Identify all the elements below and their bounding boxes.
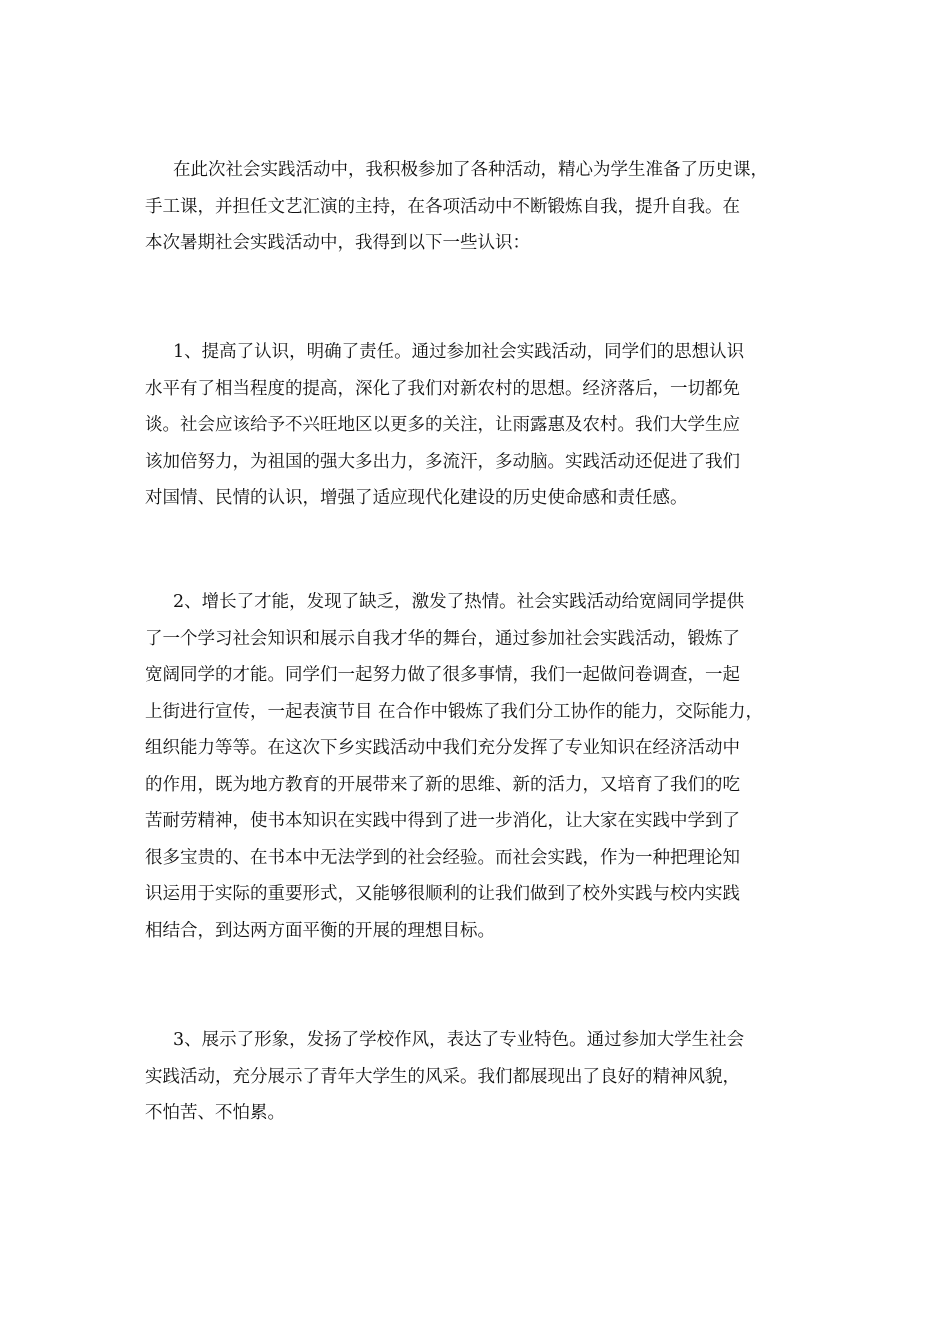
text-line: 水平有了相当程度的提高，深化了我们对新农村的思想。经济落后，一切都免 <box>145 378 740 399</box>
paragraph-point-1 <box>145 334 845 517</box>
paragraph-point-2 <box>145 584 845 949</box>
text-line: 手工课，并担任文艺汇演的主持，在各项活动中不断锻炼自我，提升自我。在 <box>145 196 740 217</box>
text-line: 的作用，既为地方教育的开展带来了新的思维、新的活力，又培育了我们的吃 <box>145 774 740 795</box>
text-line: 该加倍努力，为祖国的强大多出力，多流汗，多动脑。实践活动还促进了我们 <box>145 451 740 472</box>
text-line: 相结合，到达两方面平衡的开展的理想目标。 <box>145 920 495 941</box>
text-line: 识运用于实际的重要形式，又能够很顺利的让我们做到了校外实践与校内实践 <box>145 884 740 904</box>
text-line: 宽阔同学的才能。同学们一起努力做了很多事情，我们一起做问卷调查，一起 <box>145 665 740 685</box>
text-line: 1、提高了认识，明确了责任。通过参加社会实践活动，同学们的思想认识 <box>173 342 745 362</box>
text-line: 不怕苦、不怕累。 <box>145 1103 285 1123</box>
text-line: 在此次社会实践活动中，我积极参加了各种活动，精心为学生准备了历史课， <box>173 160 768 180</box>
text-line: 谈。社会应该给予不兴旺地区以更多的关注，让雨露惠及农村。我们大学生应 <box>145 415 740 435</box>
text-line: 实践活动，充分展示了青年大学生的风采。我们都展现出了良好的精神风貌， <box>145 1066 740 1087</box>
text-line: 本次暑期社会实践活动中，我得到以下一些认识： <box>145 233 530 253</box>
text-line: 了一个学习社会知识和展示自我才华的舞台，通过参加社会实践活动，锻炼了 <box>145 628 740 649</box>
paragraph-intro <box>145 152 845 262</box>
text-line: 组织能力等等。在这次下乡实践活动中我们充分发挥了专业知识在经济活动中 <box>145 738 740 758</box>
paragraph-point-3 <box>145 1022 845 1132</box>
text-line: 苦耐劳精神，使书本知识在实践中得到了进一步消化，让大家在实践中学到了 <box>145 811 740 831</box>
text-line: 3、展示了形象，发扬了学校作风，表达了专业特色。通过参加大学生社会 <box>173 1030 745 1050</box>
text-line: 对国情、民情的认识，增强了适应现代化建设的历史使命感和责任感。 <box>145 488 688 508</box>
text-line: 2、增长了才能，发现了缺乏，激发了热情。社会实践活动给宽阔同学提供 <box>173 592 745 612</box>
text-line: 上街进行宣传，一起表演节目 在合作中锻炼了我们分工协作的能力，交际能力， <box>145 701 764 722</box>
text-line: 很多宝贵的、在书本中无法学到的社会经验。而社会实践，作为一种把理论知 <box>145 847 740 868</box>
